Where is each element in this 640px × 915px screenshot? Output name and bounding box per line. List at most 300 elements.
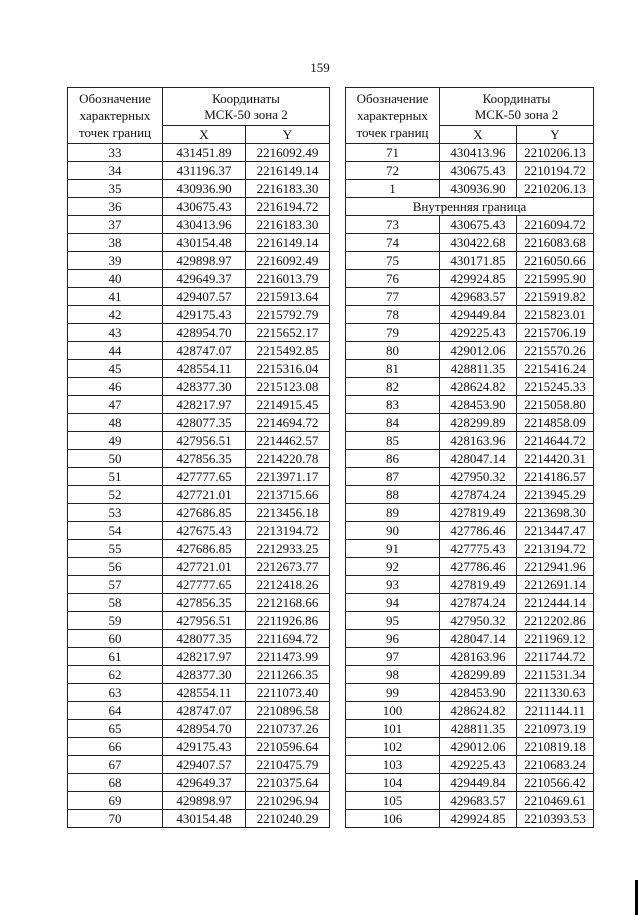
table-row	[346, 216, 594, 234]
table-row	[68, 522, 330, 540]
y-coordinate-cell: 2214420.31	[517, 450, 594, 468]
point-number-cell: 54	[68, 522, 163, 540]
y-coordinate-cell: 2211926.86	[246, 612, 330, 630]
point-number-cell: 90	[346, 522, 440, 540]
point-number-cell: 33	[68, 144, 163, 162]
point-number-cell: 73	[346, 216, 440, 234]
x-coordinate-cell: 428624.82	[440, 702, 517, 720]
x-coordinate-cell: 430413.96	[440, 144, 517, 162]
table-row	[68, 504, 330, 522]
coordinates-table-right	[345, 87, 594, 828]
x-coordinate-cell: 430422.68	[440, 234, 517, 252]
point-number-cell: 64	[68, 702, 163, 720]
coordinates-title: Координаты	[482, 90, 551, 106]
x-coordinate-cell: 429449.84	[440, 774, 517, 792]
table-row	[68, 432, 330, 450]
x-coordinate-cell: 427786.46	[440, 558, 517, 576]
y-coordinate-cell: 2210206.13	[517, 144, 594, 162]
y-coordinate-cell: 2214915.45	[246, 396, 330, 414]
table-row	[68, 666, 330, 684]
y-coordinate-cell: 2215058.80	[517, 396, 594, 414]
x-coordinate-cell: 427721.01	[163, 558, 246, 576]
x-coordinate-cell: 428811.35	[440, 360, 517, 378]
y-coordinate-cell: 2210475.79	[246, 756, 330, 774]
x-coordinate-cell: 427721.01	[163, 486, 246, 504]
y-coordinate-cell: 2215652.17	[246, 324, 330, 342]
y-coordinate-cell: 2213971.17	[246, 468, 330, 486]
point-number-cell: 68	[68, 774, 163, 792]
table-row	[68, 612, 330, 630]
x-coordinate-cell: 427686.85	[163, 540, 246, 558]
x-coordinate-cell: 430171.85	[440, 252, 517, 270]
table-row	[68, 396, 330, 414]
y-coordinate-cell: 2210296.94	[246, 792, 330, 810]
table-row	[346, 252, 594, 270]
x-coordinate-cell: 428047.14	[440, 630, 517, 648]
y-coordinate-cell: 2211694.72	[246, 630, 330, 648]
x-coordinate-cell: 429649.37	[163, 774, 246, 792]
table-row	[346, 486, 594, 504]
point-number-cell: 71	[346, 144, 440, 162]
table-row	[68, 198, 330, 216]
point-number-cell: 101	[346, 720, 440, 738]
point-number-cell: 51	[68, 468, 163, 486]
y-coordinate-cell: 2212691.14	[517, 576, 594, 594]
x-coordinate-cell: 431196.37	[163, 162, 246, 180]
table-row	[346, 360, 594, 378]
y-coordinate-cell: 2216092.49	[246, 144, 330, 162]
x-coordinate-cell: 427775.43	[440, 540, 517, 558]
x-coordinate-cell: 429012.06	[440, 738, 517, 756]
y-coordinate-cell: 2215823.01	[517, 306, 594, 324]
y-coordinate-cell: 2210737.26	[246, 720, 330, 738]
point-number-cell: 77	[346, 288, 440, 306]
y-coordinate-cell: 2210819.18	[517, 738, 594, 756]
table-row	[68, 270, 330, 288]
x-coordinate-cell: 430154.48	[163, 234, 246, 252]
point-number-cell: 96	[346, 630, 440, 648]
table-row	[346, 432, 594, 450]
point-number-cell: 98	[346, 666, 440, 684]
point-number-cell: 50	[68, 450, 163, 468]
coordinates-header	[440, 88, 594, 126]
table-row	[68, 234, 330, 252]
left-table-body	[68, 144, 330, 828]
x-coordinate-cell: 428554.11	[163, 684, 246, 702]
y-coordinate-cell: 2216149.14	[246, 234, 330, 252]
y-coordinate-cell: 2214694.72	[246, 414, 330, 432]
y-coordinate-cell: 2212933.25	[246, 540, 330, 558]
x-coordinate-cell: 427950.32	[440, 468, 517, 486]
point-number-cell: 36	[68, 198, 163, 216]
table-row	[346, 774, 594, 792]
x-coordinate-cell: 430936.90	[440, 180, 517, 198]
x-coordinate-cell: 427777.65	[163, 576, 246, 594]
table-row	[346, 306, 594, 324]
table-row	[68, 576, 330, 594]
y-coordinate-cell: 2212941.96	[517, 558, 594, 576]
y-coordinate-cell: 2210375.64	[246, 774, 330, 792]
table-row	[346, 324, 594, 342]
coordinate-system-label: МСК-50 зона 2	[474, 106, 559, 122]
y-coordinate-cell: 2215416.24	[517, 360, 594, 378]
x-coordinate-cell: 428747.07	[163, 702, 246, 720]
y-coordinate-cell: 2210683.24	[517, 756, 594, 774]
table-row	[68, 540, 330, 558]
point-number-cell: 87	[346, 468, 440, 486]
point-number-cell: 72	[346, 162, 440, 180]
coordinates-title: Координаты	[212, 90, 280, 106]
x-coordinate-cell: 429175.43	[163, 306, 246, 324]
y-coordinate-cell: 2210566.42	[517, 774, 594, 792]
table-row	[346, 684, 594, 702]
x-coordinate-cell: 428453.90	[440, 396, 517, 414]
y-coordinate-cell: 2211473.99	[246, 648, 330, 666]
point-number-cell: 74	[346, 234, 440, 252]
y-coordinate-cell: 2211266.35	[246, 666, 330, 684]
point-number-cell: 46	[68, 378, 163, 396]
table-row	[68, 486, 330, 504]
table-row	[68, 180, 330, 198]
table-row	[346, 810, 594, 828]
point-number-cell: 75	[346, 252, 440, 270]
point-number-cell: 1	[346, 180, 440, 198]
x-coordinate-cell: 429898.97	[163, 792, 246, 810]
table-row	[346, 702, 594, 720]
y-coordinate-cell: 2216013.79	[246, 270, 330, 288]
x-coordinate-cell: 428077.35	[163, 630, 246, 648]
y-coordinate-cell: 2215706.19	[517, 324, 594, 342]
y-coordinate-cell: 2213698.30	[517, 504, 594, 522]
table-row	[68, 252, 330, 270]
table-row	[346, 450, 594, 468]
table-row	[68, 738, 330, 756]
y-coordinate-cell: 2214462.57	[246, 432, 330, 450]
y-coordinate-cell: 2210393.53	[517, 810, 594, 828]
point-number-cell: 39	[68, 252, 163, 270]
point-number-cell: 47	[68, 396, 163, 414]
point-number-cell: 38	[68, 234, 163, 252]
x-coordinate-cell: 427874.24	[440, 486, 517, 504]
table-row	[346, 648, 594, 666]
point-number-cell: 91	[346, 540, 440, 558]
table-row	[68, 720, 330, 738]
point-number-cell: 66	[68, 738, 163, 756]
point-label-line1: Обозначение	[356, 91, 429, 106]
point-number-cell: 88	[346, 486, 440, 504]
table-row	[68, 684, 330, 702]
y-coordinate-cell: 2212418.26	[246, 576, 330, 594]
y-coordinate-cell: 2216094.72	[517, 216, 594, 234]
table-row	[68, 414, 330, 432]
table-row	[346, 594, 594, 612]
x-coordinate-cell: 428954.70	[163, 324, 246, 342]
point-number-cell: 84	[346, 414, 440, 432]
point-number-cell: 61	[68, 648, 163, 666]
inner-boundary-section	[346, 198, 594, 216]
point-number-cell: 106	[346, 810, 440, 828]
table-row	[68, 792, 330, 810]
y-coordinate-cell: 2210240.29	[246, 810, 330, 828]
x-coordinate-cell: 427856.35	[163, 450, 246, 468]
point-number-cell: 70	[68, 810, 163, 828]
table-row	[68, 594, 330, 612]
y-coordinate-cell: 2210194.72	[517, 162, 594, 180]
y-coordinate-cell: 2216050.66	[517, 252, 594, 270]
point-label-line2: характерных	[79, 108, 151, 123]
y-coordinate-cell: 2216149.14	[246, 162, 330, 180]
y-coordinate-cell: 2216092.49	[246, 252, 330, 270]
table-row	[68, 306, 330, 324]
y-coordinate-cell: 2215995.90	[517, 270, 594, 288]
point-number-cell: 105	[346, 792, 440, 810]
table-row	[346, 756, 594, 774]
table-row	[346, 162, 594, 180]
point-number-cell: 49	[68, 432, 163, 450]
y-coordinate-cell: 2215792.79	[246, 306, 330, 324]
x-coordinate-cell: 428377.30	[163, 666, 246, 684]
x-coordinate-cell: 427950.32	[440, 612, 517, 630]
x-coordinate-cell: 427819.49	[440, 576, 517, 594]
y-coordinate-cell: 2211744.72	[517, 648, 594, 666]
table-header-row	[68, 88, 330, 126]
point-label-line3: точек границ	[78, 125, 152, 140]
point-number-cell: 69	[68, 792, 163, 810]
point-number-cell: 41	[68, 288, 163, 306]
point-number-cell: 59	[68, 612, 163, 630]
table-row	[346, 630, 594, 648]
x-coordinate-cell: 430675.43	[440, 216, 517, 234]
y-coordinate-cell: 2211073.40	[246, 684, 330, 702]
x-coordinate-cell: 429407.57	[163, 288, 246, 306]
table-row	[68, 378, 330, 396]
x-coordinate-cell: 427856.35	[163, 594, 246, 612]
point-number-cell: 82	[346, 378, 440, 396]
table-row	[346, 612, 594, 630]
point-number-cell: 79	[346, 324, 440, 342]
table-row	[68, 162, 330, 180]
y-coordinate-cell: 2215245.33	[517, 378, 594, 396]
y-coordinate-cell: 2215570.26	[517, 342, 594, 360]
point-number-cell: 34	[68, 162, 163, 180]
x-coordinate-cell: 429924.85	[440, 810, 517, 828]
point-number-cell: 81	[346, 360, 440, 378]
point-number-cell: 89	[346, 504, 440, 522]
table-row	[68, 756, 330, 774]
point-number-cell: 57	[68, 576, 163, 594]
y-coordinate-cell: 2215123.08	[246, 378, 330, 396]
x-coordinate-cell: 429407.57	[163, 756, 246, 774]
table-row	[346, 558, 594, 576]
y-coordinate-cell: 2212444.14	[517, 594, 594, 612]
y-coordinate-cell: 2212168.66	[246, 594, 330, 612]
y-coordinate-cell: 2211531.34	[517, 666, 594, 684]
right-table-body-bottom	[346, 216, 594, 828]
x-coordinate-cell: 427686.85	[163, 504, 246, 522]
y-coordinate-cell: 2212673.77	[246, 558, 330, 576]
x-coordinate-cell: 430154.48	[163, 810, 246, 828]
x-coordinate-cell: 428377.30	[163, 378, 246, 396]
y-coordinate-cell: 2216183.30	[246, 216, 330, 234]
x-coordinate-cell: 428047.14	[440, 450, 517, 468]
y-coordinate-cell: 2210206.13	[517, 180, 594, 198]
table-row	[346, 288, 594, 306]
scan-edge-mark	[635, 880, 638, 915]
point-number-cell: 93	[346, 576, 440, 594]
point-number-cell: 42	[68, 306, 163, 324]
x-coordinate-cell: 430413.96	[163, 216, 246, 234]
point-number-cell: 86	[346, 450, 440, 468]
table-row	[68, 648, 330, 666]
point-number-cell: 100	[346, 702, 440, 720]
table-row	[346, 414, 594, 432]
page-number: 159	[310, 60, 330, 75]
point-number-cell: 56	[68, 558, 163, 576]
table-row	[68, 468, 330, 486]
point-number-cell: 45	[68, 360, 163, 378]
y-coordinate-cell: 2214186.57	[517, 468, 594, 486]
point-number-cell: 43	[68, 324, 163, 342]
point-number-cell: 80	[346, 342, 440, 360]
point-number-cell: 99	[346, 684, 440, 702]
table-row	[346, 378, 594, 396]
coordinates-header	[163, 88, 330, 126]
y-coordinate-cell: 2215919.82	[517, 288, 594, 306]
table-row	[68, 558, 330, 576]
x-coordinate-cell: 427956.51	[163, 432, 246, 450]
y-coordinate-cell: 2210896.58	[246, 702, 330, 720]
table-row	[346, 468, 594, 486]
right-table-body-top	[346, 144, 594, 198]
x-column-header: X	[163, 126, 246, 144]
x-coordinate-cell: 428299.89	[440, 414, 517, 432]
inner-boundary-label: Внутренняя граница	[346, 198, 594, 216]
x-coordinate-cell: 429225.43	[440, 324, 517, 342]
point-label-header	[68, 88, 163, 144]
x-coordinate-cell: 429683.57	[440, 288, 517, 306]
x-coordinate-cell: 428217.97	[163, 648, 246, 666]
y-coordinate-cell: 2210596.64	[246, 738, 330, 756]
x-coordinate-cell: 429649.37	[163, 270, 246, 288]
point-number-cell: 102	[346, 738, 440, 756]
point-number-cell: 44	[68, 342, 163, 360]
table-row	[346, 270, 594, 288]
x-coordinate-cell: 429898.97	[163, 252, 246, 270]
x-coordinate-cell: 429683.57	[440, 792, 517, 810]
table-row	[68, 774, 330, 792]
y-coordinate-cell: 2213945.29	[517, 486, 594, 504]
x-coordinate-cell: 429924.85	[440, 270, 517, 288]
x-coordinate-cell: 430936.90	[163, 180, 246, 198]
point-number-cell: 95	[346, 612, 440, 630]
point-number-cell: 62	[68, 666, 163, 684]
table-row	[346, 180, 594, 198]
point-number-cell: 92	[346, 558, 440, 576]
x-coordinate-cell: 428163.96	[440, 432, 517, 450]
y-coordinate-cell: 2216083.68	[517, 234, 594, 252]
y-column-header: Y	[517, 126, 594, 144]
x-coordinate-cell: 429012.06	[440, 342, 517, 360]
point-number-cell: 35	[68, 180, 163, 198]
y-coordinate-cell: 2216183.30	[246, 180, 330, 198]
table-row	[346, 144, 594, 162]
x-coordinate-cell: 429225.43	[440, 756, 517, 774]
table-row	[346, 522, 594, 540]
point-number-cell: 83	[346, 396, 440, 414]
table-row	[346, 792, 594, 810]
x-coordinate-cell: 428453.90	[440, 684, 517, 702]
point-number-cell: 78	[346, 306, 440, 324]
y-coordinate-cell: 2211144.11	[517, 702, 594, 720]
y-coordinate-cell: 2213447.47	[517, 522, 594, 540]
x-coordinate-cell: 428077.35	[163, 414, 246, 432]
y-coordinate-cell: 2215492.85	[246, 342, 330, 360]
point-label-header	[346, 88, 440, 144]
y-coordinate-cell: 2213194.72	[517, 540, 594, 558]
x-coordinate-cell: 430675.43	[440, 162, 517, 180]
table-row	[346, 738, 594, 756]
point-label-line2: характерных	[357, 108, 428, 123]
x-coordinate-cell: 427786.46	[440, 522, 517, 540]
point-number-cell: 85	[346, 432, 440, 450]
x-coordinate-cell: 427956.51	[163, 612, 246, 630]
x-coordinate-cell: 430675.43	[163, 198, 246, 216]
y-coordinate-cell: 2211969.12	[517, 630, 594, 648]
x-coordinate-cell: 428163.96	[440, 648, 517, 666]
point-number-cell: 103	[346, 756, 440, 774]
x-coordinate-cell: 428811.35	[440, 720, 517, 738]
y-coordinate-cell: 2213194.72	[246, 522, 330, 540]
y-coordinate-cell: 2214220.78	[246, 450, 330, 468]
x-coordinate-cell: 427675.43	[163, 522, 246, 540]
point-number-cell: 52	[68, 486, 163, 504]
table-row	[346, 234, 594, 252]
y-coordinate-cell: 2215316.04	[246, 360, 330, 378]
point-number-cell: 94	[346, 594, 440, 612]
table-row	[346, 720, 594, 738]
point-number-cell: 63	[68, 684, 163, 702]
point-number-cell: 97	[346, 648, 440, 666]
point-number-cell: 104	[346, 774, 440, 792]
point-label-line1: Обозначение	[79, 91, 151, 106]
point-label-line3: точек границ	[356, 125, 429, 140]
table-row	[346, 342, 594, 360]
point-number-cell: 40	[68, 270, 163, 288]
y-coordinate-cell: 2216194.72	[246, 198, 330, 216]
x-coordinate-cell: 431451.89	[163, 144, 246, 162]
y-coordinate-cell: 2210469.61	[517, 792, 594, 810]
table-row	[346, 666, 594, 684]
table-row	[68, 216, 330, 234]
x-coordinate-cell: 429175.43	[163, 738, 246, 756]
table-row	[68, 342, 330, 360]
table-row	[68, 288, 330, 306]
table-row	[346, 396, 594, 414]
point-number-cell: 60	[68, 630, 163, 648]
point-number-cell: 53	[68, 504, 163, 522]
point-number-cell: 37	[68, 216, 163, 234]
point-number-cell: 58	[68, 594, 163, 612]
table-header-row	[346, 88, 594, 126]
x-coordinate-cell: 428624.82	[440, 378, 517, 396]
table-row	[346, 504, 594, 522]
x-coordinate-cell: 428217.97	[163, 396, 246, 414]
table-row	[346, 576, 594, 594]
point-number-cell: 55	[68, 540, 163, 558]
y-coordinate-cell: 2213456.18	[246, 504, 330, 522]
point-number-cell: 65	[68, 720, 163, 738]
x-coordinate-cell: 428747.07	[163, 342, 246, 360]
